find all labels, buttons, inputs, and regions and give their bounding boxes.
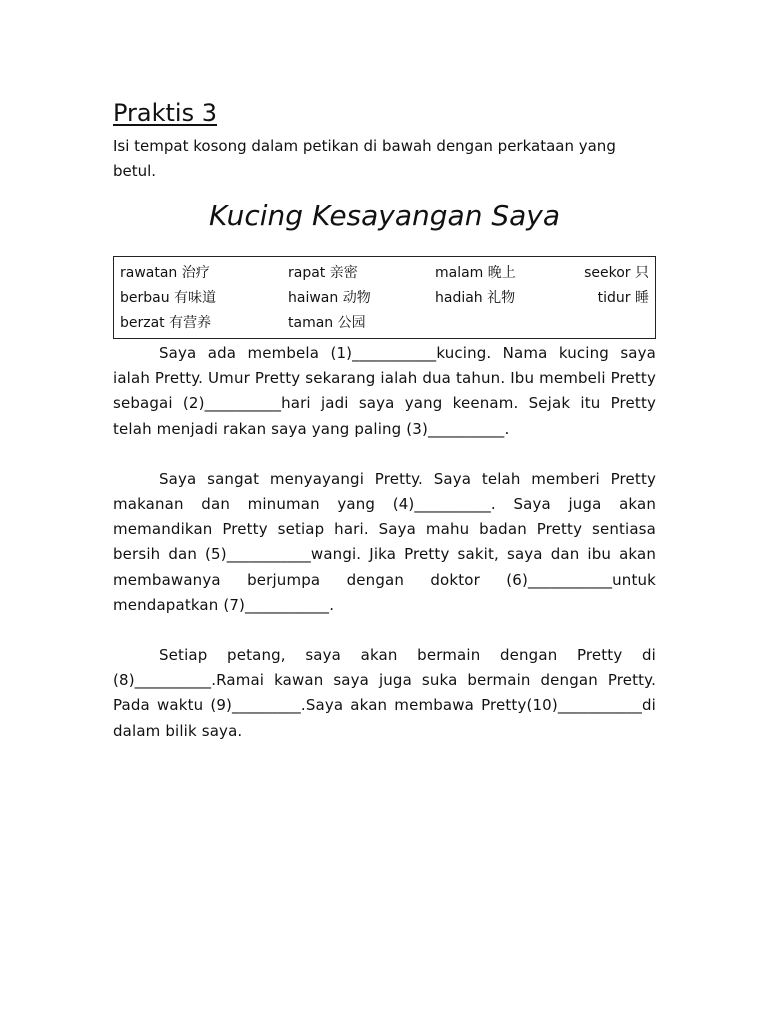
story-paragraph-1: Saya ada membela (1)___________kucing. Nama kucing saya ialah Pretty. Umur Pretty sekarang ialah dua tahun. Ibu membeli Pretty sebagai (2)__________hari jadi saya yang keenam. Sejak itu Pretty telah menjadi rakan saya yang paling (3)__________. [113,344,656,438]
word-bank-item: haiwan 动物 [288,290,371,306]
word-bank-item: berbau 有味道 [120,290,217,306]
word-bank-item: rapat 亲密 [288,265,358,281]
word-bank-item: seekor 只 [584,265,649,281]
word-bank-item [570,311,649,336]
worksheet-heading: Praktis 3 [113,99,218,127]
word-bank-item: taman 公园 [288,315,366,331]
word-bank-item: tidur 睡 [597,290,649,306]
word-bank-item: berzat 有营养 [120,315,212,331]
word-bank-item: rawatan 治疗 [120,265,210,281]
word-bank-item: hadiah 礼物 [435,290,516,306]
word-bank-item [425,311,570,336]
word-bank-item: malam 晚上 [435,265,516,281]
story-title: Kucing Kesayangan Saya [209,199,560,232]
worksheet-page [113,96,656,744]
word-bank-box [113,256,656,339]
instruction-text: Isi tempat kosong dalam petikan di bawah dengan perkataan yang betul. [113,137,616,180]
story-paragraph-3: Setiap petang, saya akan bermain dengan Pretty di (8)__________.Ramai kawan saya juga suka bermain dengan Pretty. Pada waktu (9)_________.Saya akan membawa Pretty(10)___________di dalam bilik saya. [113,646,656,740]
story-paragraph-2: Saya sangat menyayangi Pretty. Saya telah memberi Pretty makanan dan minuman yang (4)__________. Saya juga akan memandikan Pretty setiap hari. Saya mahu badan Pretty sentiasa bersih dan (5)___________wangi. Jika Pretty sakit, saya dan ibu akan membawanya berjumpa dengan doktor (6)___________untuk mendapatkan (7)___________. [113,469,656,614]
